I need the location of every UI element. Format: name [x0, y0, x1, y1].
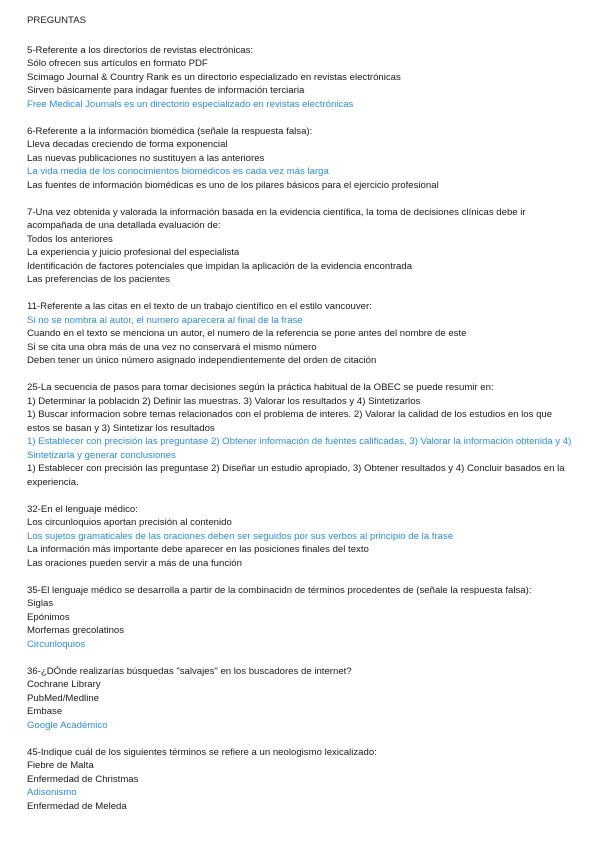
question-list [27, 44, 575, 814]
answer-option: 1) Buscar informacion sobre temas relacionados con el problema de interes. 2) Valorar la calidad de los estudios en los que estos se basan y 3) Sintetizar los resultados [27, 409, 553, 434]
question-text: 35-El lenguaje médico se desarrolla a partir de la combinacidn de términos procedentes de (señale la respuesta falsa): [27, 584, 532, 596]
question-block [27, 44, 575, 112]
question-document [27, 14, 575, 827]
question-text: 25-La secuencia de pasos para tomar decisiones según la práctica habitual de la OBEC se puede resumir en: [27, 382, 494, 393]
question-block [27, 584, 575, 652]
question-text: 7-Una vez obtenida y valorada la información basada en la evidencia científica, la toma de decisiones clínicas debe ir acompañada de una detallada evaluación de: [27, 206, 526, 231]
question-block [27, 300, 575, 368]
question-text: 6-Referente a la información biomédica (señale la respuesta falsa): [27, 125, 313, 137]
answer-option-correct: Adisonismo [27, 787, 77, 798]
answer-option: Lleva decadas creciendo de forma exponencial [27, 139, 228, 150]
question-block [27, 206, 575, 287]
answer-option: Embase [27, 706, 63, 717]
answer-option-correct: La vida media de los conocimientos biomédicos es cada vez más larga [27, 166, 329, 177]
question-text: 32-En el lenguaje médico: [27, 503, 138, 515]
answer-option-correct: Circunloquios [27, 638, 86, 650]
answer-option: 1) Establecer con precisión las preguntase 2) Diseñar un estudio apropiado, 3) Obtener resultados y 4) Concluir basados en la experiencia. [27, 463, 565, 488]
answer-option-correct: Google Académico [27, 719, 108, 731]
answer-option: Scimago Journal & Country Rank es un directorio especializado en revistas electrónicas [27, 71, 401, 83]
answer-option: Enfermedad de Christmas [27, 773, 139, 785]
answer-option-correct: Free Medical Journals es un directorio especializado en revistas electrónicas [27, 98, 354, 110]
answer-option: Identificación de factores potenciales que impidan la aplicación de la evidencia encontrada [27, 260, 413, 272]
answer-option: Si se cita una obra más de una vez no conservará el mismo número [27, 341, 317, 353]
answer-option: Sólo ofrecen sus artículos en formato PDF [27, 58, 208, 69]
answer-option: La información más importante debe aparecer en las posiciones finales del texto [27, 544, 369, 555]
question-block [27, 125, 575, 193]
answer-option-correct: Si no se nombra al autor, el numero aparecera al final de la frase [27, 314, 303, 326]
answer-option: Las preferencias de los pacientes [27, 274, 170, 285]
question-block [27, 746, 575, 814]
answer-option-correct: Los sujetos gramaticales de las oraciones deben ser seguidos por sus verbos al principio de la frase [27, 530, 454, 542]
question-block [27, 503, 575, 571]
answer-option: La experiencia y juicio profesional del especialista [27, 247, 240, 258]
answer-option: Siglas [27, 598, 54, 609]
answer-option: Las fuentes de información biomédicas es uno de los pilares básicos para el ejercicio profesional [27, 179, 439, 191]
question-text: 36-¿DÓnde realizarías búsquedas "salvajes" en los buscadores de internet? [27, 665, 352, 677]
answer-option: Cuando en el texto se menciona un autor, el numero de la referencia se pone antes del nombre de este [27, 328, 467, 339]
answer-option: Todos los anteriores [27, 233, 113, 245]
answer-option: Cochrane Library [27, 679, 101, 690]
answer-option: Los circunloquios aportan precisión al contenido [27, 517, 232, 528]
answer-option: Deben tener un único número asignado independientemente del orden de citación [27, 355, 377, 366]
question-text: 11-Referente a las citas en el texto de un trabajo científico en el estilo vancouver: [27, 301, 372, 312]
answer-option: Las nuevas publicaciones no sustituyen a las anteriores [27, 152, 265, 164]
answer-option: 1) Determinar la poblacidn 2) Definir las muestras. 3) Valorar los resultados y 4) Sintetizarlos [27, 395, 421, 407]
question-text: 5-Referente a los directorios de revistas electrónicas: [27, 44, 254, 56]
page-title: PREGUNTAS [27, 15, 86, 26]
question-block [27, 665, 575, 733]
answer-option-correct: 1) Establecer con precisión las preguntase 2) Obtener información de fuentes calificadas, 3) Valorar la información obtenida y 4) Sintetizarla y generar conclusiones [27, 436, 572, 461]
answer-option: Sirven básicamente para indagar fuentes de información terciaria [27, 85, 305, 96]
answer-option: Las oraciones pueden servir a más de una función [27, 557, 242, 569]
answer-option: Morfemas grecolatinos [27, 625, 125, 636]
question-block [27, 381, 575, 489]
question-text: 45-Indique cuál de los siguientes términos se refiere a un neologismo lexicalizado: [27, 746, 377, 758]
answer-option: PubMed/Medline [27, 692, 99, 704]
answer-option: Fiebre de Malta [27, 760, 94, 771]
answer-option: Enfermedad de Meleda [27, 800, 127, 812]
answer-option: Epónimos [27, 611, 70, 623]
